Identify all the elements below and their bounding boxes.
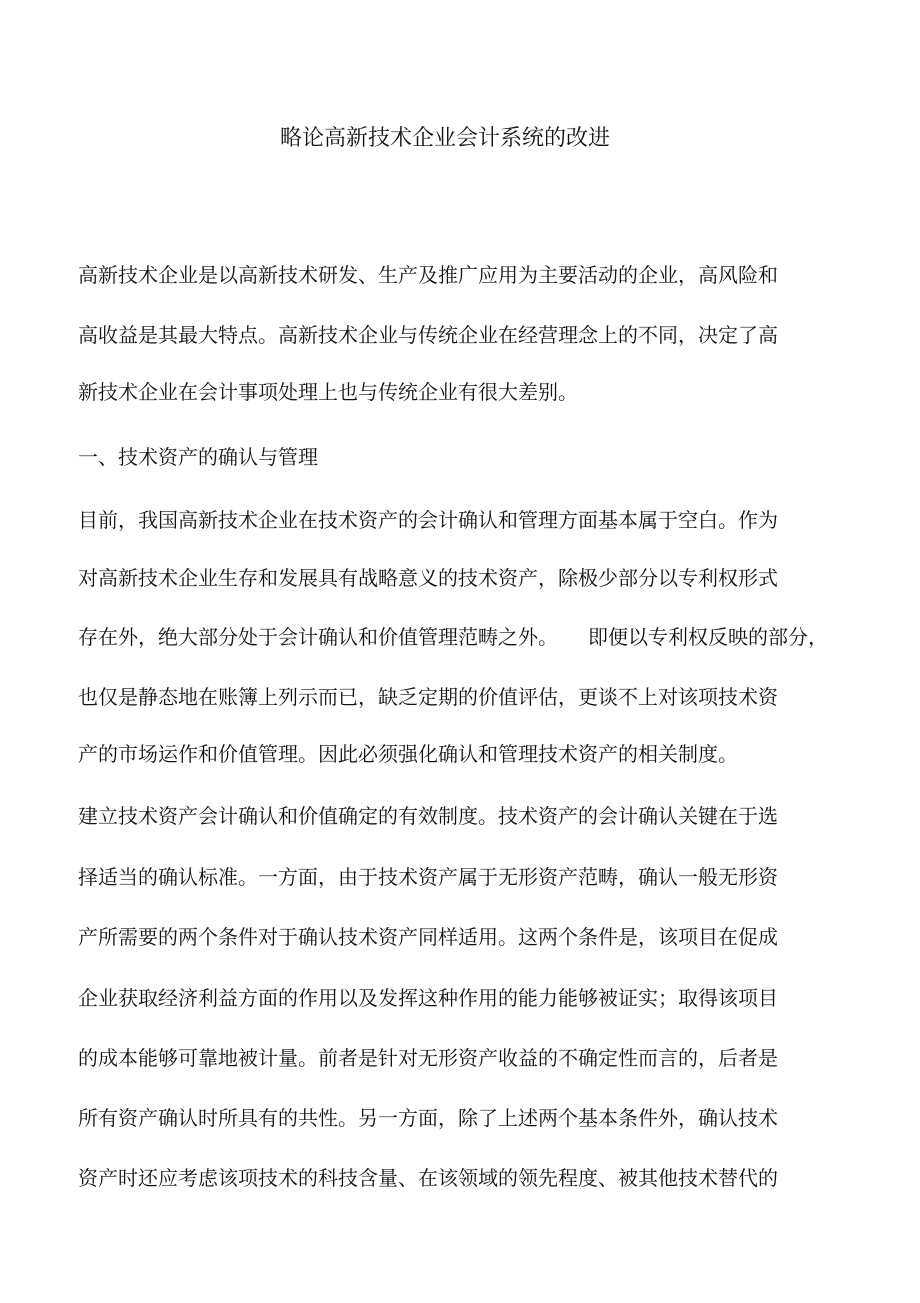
body-line: 企业获取经济利益方面的作用以及发挥这种作用的能力能够被证实；取得该项目: [78, 986, 778, 1010]
document-title: 略论高新技术企业会计系统的改进: [279, 126, 610, 151]
body-line: 新技术企业在会计事项处理上也与传统企业有很大差别。: [78, 380, 578, 404]
body-line: 资产时还应考虑该项技术的科技含量、在该领域的领先程度、被其他技术替代的: [78, 1166, 778, 1190]
body-line: 存在外，绝大部分处于会计确认和价值管理范畴之外。 即便以专利权反映的部分，: [78, 625, 828, 649]
body-line: 也仅是静态地在账簿上列示而已，缺乏定期的价值评估，更谈不上对该项技术资: [78, 685, 778, 709]
section-heading: 一、技术资产的确认与管理: [78, 445, 318, 469]
body-line: 择适当的确认标准。一方面，由于技术资产属于无形资产范畴，确认一般无形资: [78, 865, 778, 889]
body-line: 对高新技术企业生存和发展具有战略意义的技术资产，除极少部分以专利权形式: [78, 566, 778, 590]
body-line: 产所需要的两个条件对于确认技术资产同样适用。这两个条件是，该项目在促成: [78, 925, 778, 949]
body-line: 产的市场运作和价值管理。因此必须强化确认和管理技术资产的相关制度。: [78, 742, 738, 766]
body-line: 建立技术资产会计确认和价值确定的有效制度。技术资产的会计确认关键在于选: [78, 804, 778, 828]
body-line: 目前，我国高新技术企业在技术资产的会计确认和管理方面基本属于空白。作为: [78, 508, 778, 532]
body-line: 高收益是其最大特点。高新技术企业与传统企业在经营理念上的不同，决定了高: [78, 323, 778, 347]
body-line: 高新技术企业是以高新技术研发、生产及推广应用为主要活动的企业，高风险和: [78, 263, 778, 287]
body-line: 所有资产确认时所具有的共性。另一方面，除了上述两个基本条件外，确认技术: [78, 1106, 778, 1130]
body-line: 的成本能够可靠地被计量。前者是针对无形资产收益的不确定性而言的，后者是: [78, 1046, 778, 1070]
